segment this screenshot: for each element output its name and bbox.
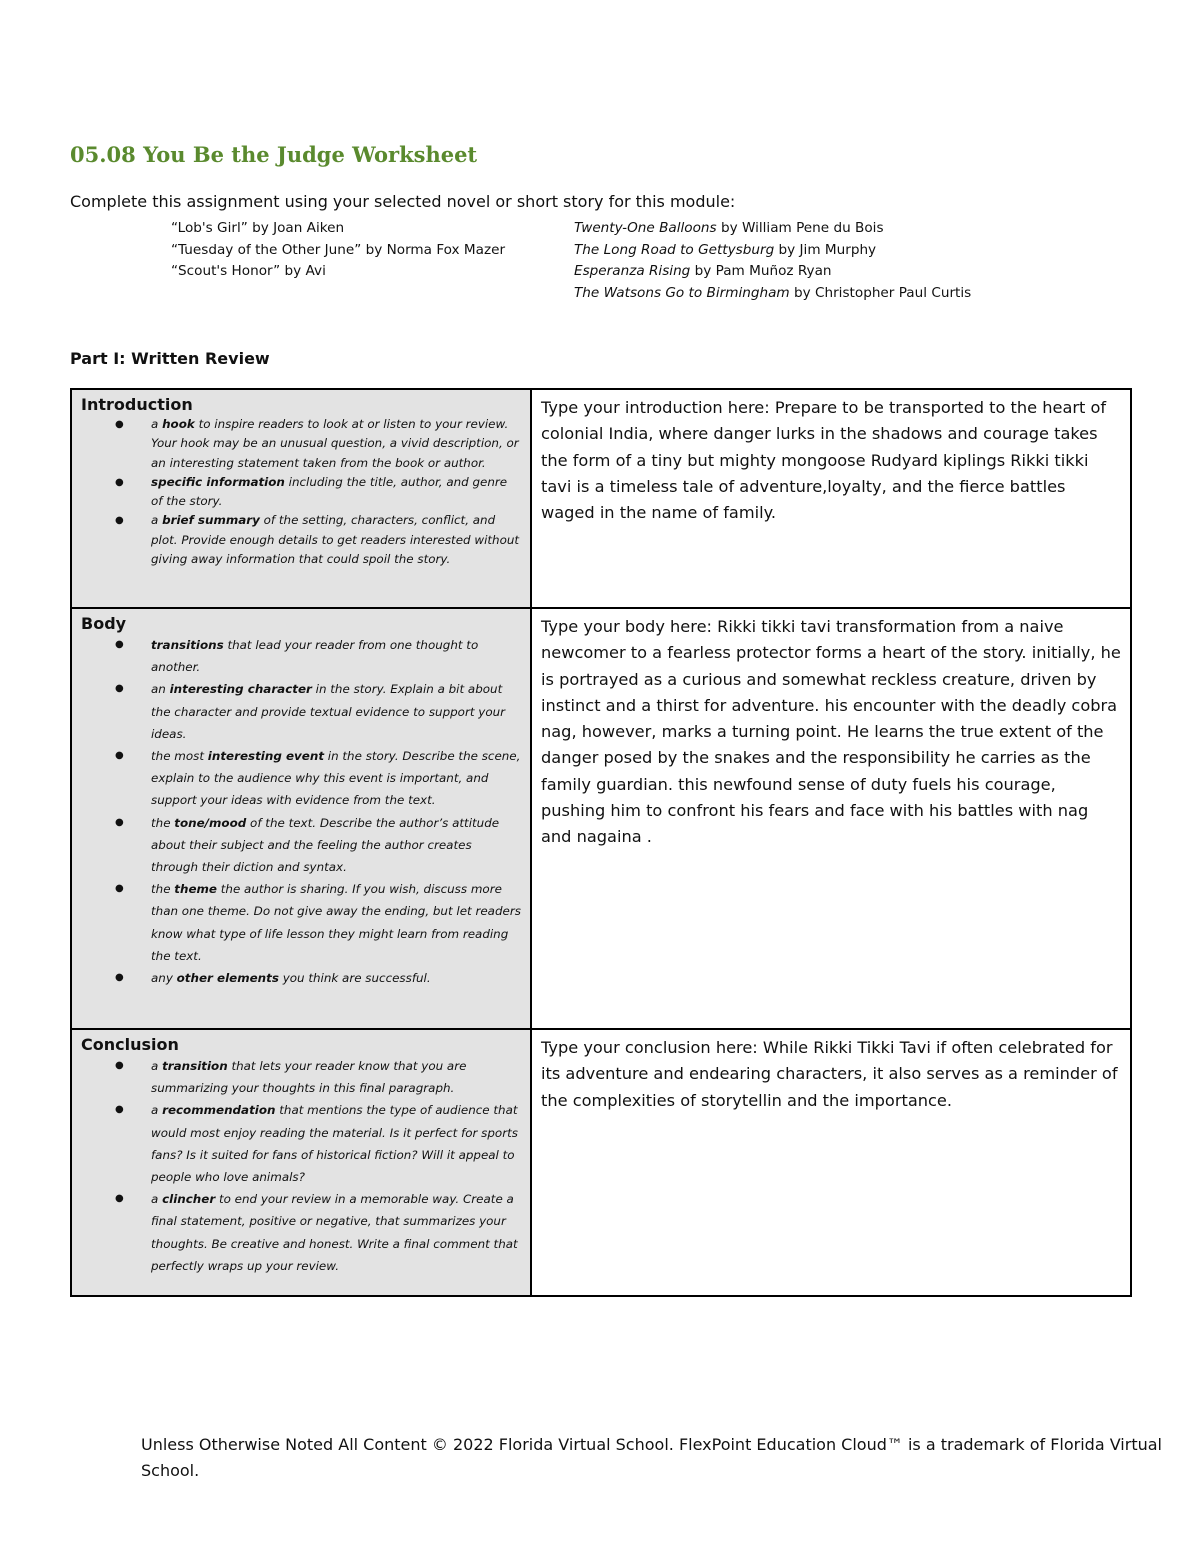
guidance-item: ● a hook to inspire readers to look at or listen to your review. Your hook may be an unusual question, a vivid description, or an interesting statement taken from the book or author.	[151, 415, 522, 473]
introduction-guidance	[71, 389, 531, 608]
story-item: “Scout's Honor” by Avi	[171, 263, 326, 280]
copyright-footer: Unless Otherwise Noted All Content © 2022 Florida Virtual School. FlexPoint Education Cloud™ is a trademark of Florida Virtual School.	[141, 1435, 1162, 1480]
guidance-list	[81, 415, 522, 569]
guidance-item: ● a clincher to end your review in a memorable way. Create a final statement, positive or negative, that summarizes your thoughts. Be creative and honest. Write a final comment that perfectly wraps up your review.	[151, 1188, 522, 1277]
conclusion-row	[71, 1029, 1131, 1296]
guidance-item: ● the theme the author is sharing. If you wish, discuss more than one theme. Do not give away the ending, but let readers know what type of life lesson they might learn from reading the text.	[151, 878, 522, 967]
assignment-instruction: Complete this assignment using your selected novel or short story for this module:	[70, 192, 736, 211]
story-item	[574, 218, 971, 240]
guidance-item: ● the tone/mood of the text. Describe the author’s attitude about their subject and the feeling the author creates through their diction and syntax.	[151, 812, 522, 879]
story-title: The Watsons Go to Birmingham	[574, 284, 790, 301]
story-item	[574, 283, 971, 305]
story-title: Esperanza Rising	[574, 263, 691, 280]
guidance-item: ● specific information including the title, author, and genre of the story.	[151, 473, 522, 512]
conclusion-answer[interactable]: Type your conclusion here: While Rikki Tikki Tavi if often celebrated for its adventure and endearing characters, it also serves as a reminder of the complexities of storytellin and the importance.	[531, 1029, 1131, 1296]
story-author: by Christopher Paul Curtis	[789, 284, 972, 301]
story-item	[574, 261, 971, 283]
story-author: by Pam Muñoz Ryan	[690, 263, 832, 280]
guidance-item: ● a recommendation that mentions the type of audience that would most enjoy reading the material. Is it perfect for sports fans? Is it suited for fans of historical fiction? Will it appeal to people who love animals?	[151, 1099, 522, 1188]
body-guidance	[71, 608, 531, 1029]
body-answer[interactable]: Type your body here: Rikki tikki tavi transformation from a naive newcomer to a fearless protector forms a heart of the story. initially, he is portrayed as a curious and somewhat reckless creature, driven by instinct and a thirst for adventure. his encounter with the deadly cobra nag, however, marks a turning point. He learns the true extent of the danger posed by the snakes and the responsibility he carries as the family guardian. this newfound sense of duty fuels his courage, pushing him to confront his fears and face with his battles with nag and nagaina .	[531, 608, 1131, 1029]
story-author: by Jim Murphy	[774, 241, 877, 258]
introduction-answer[interactable]: Type your introduction here: Prepare to be transported to the heart of colonial India, where danger lurks in the shadows and courage takes the form of a tiny but mighty mongoose Rudyard kiplings Rikki tikki tavi is a timeless tale of adventure,loyalty, and the fierce battles waged in the name of family.	[531, 389, 1131, 608]
guidance-list	[81, 1055, 522, 1277]
part-heading: Part I: Written Review	[70, 349, 270, 368]
worksheet-title: 05.08 You Be the Judge Worksheet	[70, 142, 478, 167]
guidance-item: ● any other elements you think are successful.	[151, 967, 522, 989]
story-item	[574, 240, 971, 262]
story-item: “Tuesday of the Other June” by Norma Fox Mazer	[171, 241, 506, 258]
guidance-item: ● a transition that lets your reader know that you are summarizing your thoughts in this final paragraph.	[151, 1055, 522, 1099]
introduction-row	[71, 389, 1131, 608]
guidance-item: ● transitions that lead your reader from one thought to another.	[151, 634, 522, 678]
guidance-item: ● an interesting character in the story. Explain a bit about the character and provide textual evidence to support your ideas.	[151, 678, 522, 745]
story-list-left	[171, 218, 505, 283]
story-title: The Long Road to Gettysburg	[574, 241, 775, 258]
guidance-list	[81, 634, 522, 989]
guidance-item: ● a brief summary of the setting, characters, conflict, and plot. Provide enough details to get readers interested without giving away information that could spoil the story.	[151, 511, 522, 569]
story-item: “Lob's Girl” by Joan Aiken	[171, 220, 345, 236]
story-title: Twenty-One Balloons	[574, 220, 717, 236]
written-review-table	[70, 388, 1132, 1297]
story-author: by William Pene du Bois	[716, 220, 884, 236]
story-list-right	[574, 218, 971, 304]
body-row	[71, 608, 1131, 1029]
section-heading: Introduction	[81, 395, 193, 414]
section-heading: Conclusion	[81, 1035, 179, 1054]
section-heading: Body	[81, 614, 127, 633]
conclusion-guidance	[71, 1029, 531, 1296]
guidance-item: ● the most interesting event in the story. Describe the scene, explain to the audience why this event is important, and support your ideas with evidence from the text.	[151, 745, 522, 812]
